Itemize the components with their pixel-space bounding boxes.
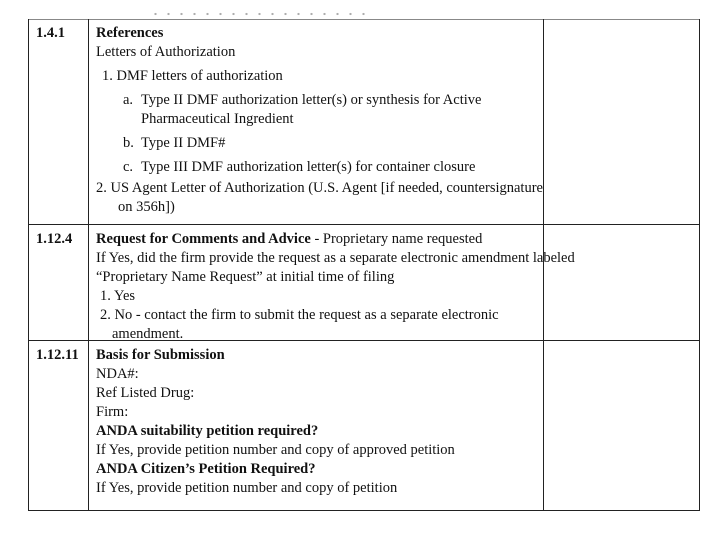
sub-item-text: Type II DMF# xyxy=(141,135,226,151)
table-row xyxy=(29,224,699,341)
petition-note: If Yes, provide petition number and copy of approved petition xyxy=(96,442,455,458)
petition-question: ANDA suitability petition required? xyxy=(96,423,319,439)
ref-listed-drug-field: Ref Listed Drug: xyxy=(96,385,195,401)
list-item: 1. DMF letters of authorization xyxy=(102,68,283,84)
sub-item-marker: a. xyxy=(123,92,134,108)
section-heading: References xyxy=(96,25,164,41)
sub-list-item xyxy=(96,91,541,129)
section-number: 1.12.11 xyxy=(36,347,79,363)
table-row xyxy=(29,19,699,224)
column-divider xyxy=(88,225,89,341)
table-row xyxy=(29,340,699,511)
firm-field: Firm: xyxy=(96,404,129,420)
sub-item-marker: b. xyxy=(123,135,134,151)
section-content xyxy=(96,346,541,498)
option-no: 2. No - contact the firm to submit the request as a separate electronic xyxy=(100,307,499,323)
nda-field: NDA#: xyxy=(96,366,139,382)
sub-item-marker: c. xyxy=(123,159,134,175)
question-text: If Yes, did the firm provide the request as a separate electronic amendment labeled xyxy=(96,250,575,266)
column-divider xyxy=(88,19,89,224)
section-subheading: Letters of Authorization xyxy=(96,44,236,60)
section-heading: Basis for Submission xyxy=(96,347,225,363)
section-heading: Request for Comments and Advice xyxy=(96,231,311,247)
section-heading-line xyxy=(96,230,541,249)
petition-question: ANDA Citizen’s Petition Required? xyxy=(96,461,316,477)
section-content xyxy=(96,24,541,217)
question-text: “Proprietary Name Request” at initial time of filing xyxy=(96,269,395,285)
cropped-text-remnant xyxy=(149,11,369,17)
column-divider xyxy=(88,341,89,511)
column-divider xyxy=(543,19,544,224)
section-number: 1.12.4 xyxy=(36,231,73,247)
section-content xyxy=(96,230,575,344)
option-yes: 1. Yes xyxy=(100,288,136,304)
column-divider xyxy=(543,341,544,511)
column-divider xyxy=(543,225,544,341)
sub-list-item xyxy=(96,134,541,153)
section-heading-detail: - Proprietary name requested xyxy=(310,231,483,247)
checklist-table xyxy=(28,19,700,511)
sub-item-text: Type III DMF authorization letter(s) for container closure xyxy=(141,159,476,175)
list-item: 2. US Agent Letter of Authorization (U.S. Agent [if needed, countersignature xyxy=(96,180,543,196)
section-number: 1.4.1 xyxy=(36,25,65,41)
sub-item-text: Type II DMF authorization letter(s) or synthesis for Active Pharmaceutical Ingredient xyxy=(141,92,482,127)
petition-note: If Yes, provide petition number and copy of petition xyxy=(96,480,398,496)
list-item-continuation: on 356h]) xyxy=(118,199,175,215)
option-no-continuation: amendment. xyxy=(112,326,184,342)
sub-list-item xyxy=(96,158,541,177)
